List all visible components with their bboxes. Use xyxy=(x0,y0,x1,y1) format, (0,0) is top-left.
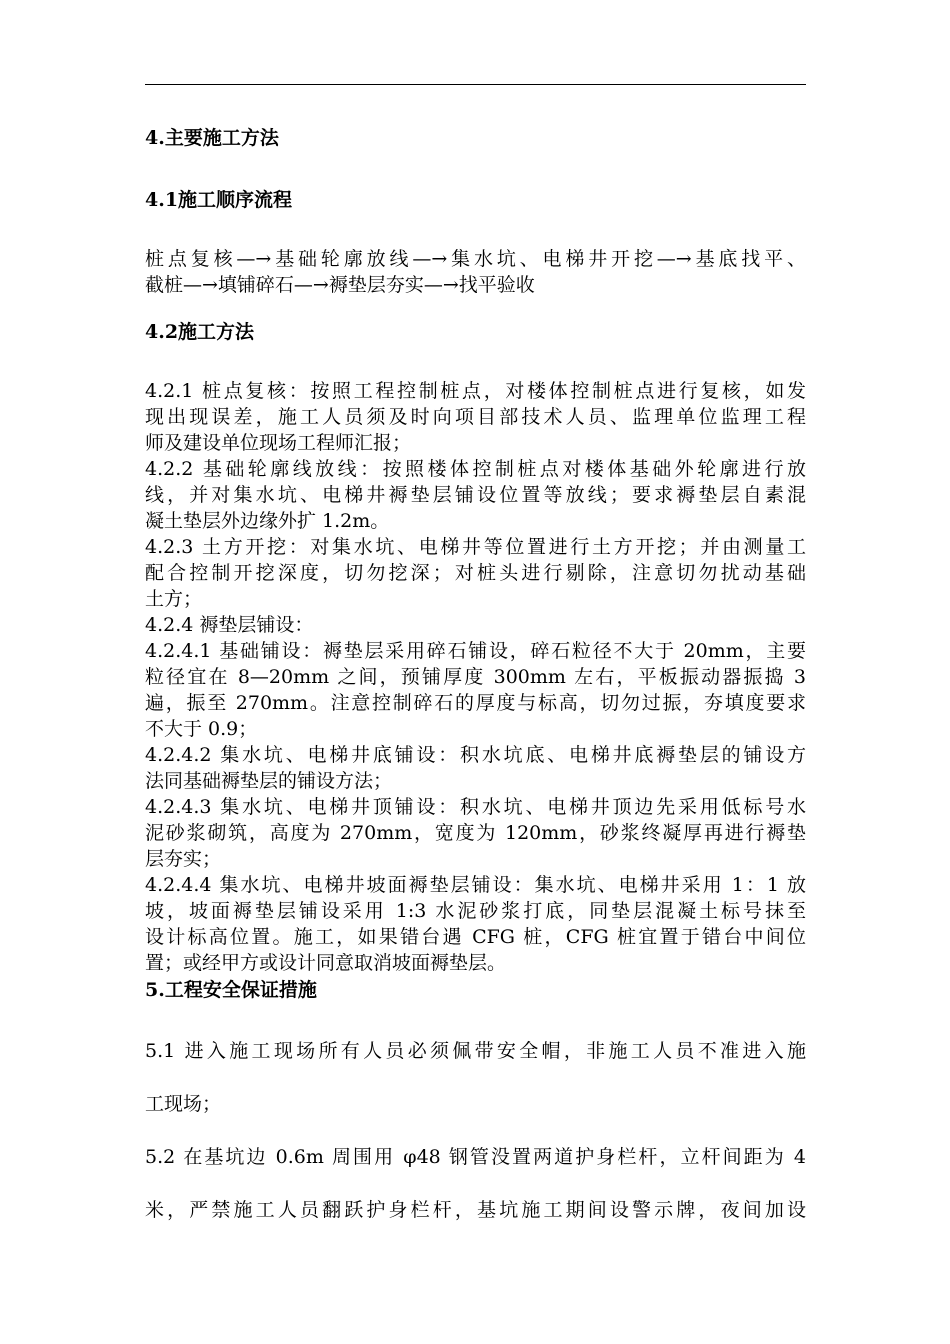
text-line: 师及建设单位现场工程师汇报； xyxy=(145,432,412,454)
text-line: 遍，振至 270mm。注意控制碎石的厚度与标高，切勿过振，夯填度要求 xyxy=(145,692,806,714)
text-line: 4.2.4.2 集水坑、电梯井底铺设：积水坑底、电梯井底褥垫层的铺设方 xyxy=(145,744,806,766)
text-line: 4.2.4.1 基础铺设：褥垫层采用碎石铺设，碎石粒径不大于 20mm，主要 xyxy=(145,640,806,662)
text-line: 5.1 进入施工现场所有人员必须佩带安全帽，非施工人员不准进入施 xyxy=(145,1040,806,1062)
text-line: 现出现误差，施工人员须及时向项目部技术人员、监理单位监理工程 xyxy=(145,406,806,428)
text-line: 配合控制开挖深度，切勿挖深；对桩头进行剔除，注意切勿扰动基础 xyxy=(145,562,806,584)
text-line: 坡，坡面褥垫层铺设采用 1:3 水泥砂浆打底，同垫层混凝土标号抹至 xyxy=(145,900,806,922)
text-line: 4.2.4.4 集水坑、电梯井坡面褥垫层铺设：集水坑、电梯井采用 1：1 放 xyxy=(145,874,806,896)
text-line: 4.2.3 土方开挖：对集水坑、电梯井等位置进行土方开挖；并由测量工 xyxy=(145,536,806,558)
flow-paragraph xyxy=(145,246,806,298)
section-heading-4-2: 4.2施工方法 xyxy=(145,321,255,343)
method-paragraphs xyxy=(145,378,806,976)
text-line: 桩点复核—→基础轮廓放线—→集水坑、电梯井开挖—→基底找平、 xyxy=(145,248,806,270)
text-line: 置；或经甲方或设计同意取消坡面褥垫层。 xyxy=(145,952,507,974)
text-line: 工现场； xyxy=(145,1093,222,1115)
text-line: 线，并对集水坑、电梯井褥垫层铺设位置等放线；要求褥垫层自素混 xyxy=(145,484,806,506)
text-line: 4.2.4 褥垫层铺设： xyxy=(145,614,314,636)
section-heading-5: 5.工程安全保证措施 xyxy=(145,979,317,1001)
safety-paragraphs xyxy=(145,1025,806,1237)
text-line: 法同基础褥垫层的铺设方法； xyxy=(145,770,393,792)
text-line: 截桩—→填铺碎石—→褥垫层夯实—→找平验收 xyxy=(145,274,535,296)
text-line: 不大于 0.9； xyxy=(145,718,258,740)
text-line: 4.2.4.3 集水坑、电梯井顶铺设：积水坑、电梯井顶边先采用低标号水 xyxy=(145,796,806,818)
section-heading-4-1: 4.1施工顺序流程 xyxy=(145,189,293,211)
text-line: 凝土垫层外边缘外扩 1.2m。 xyxy=(145,510,390,532)
text-line: 4.2.1 桩点复核：按照工程控制桩点，对楼体控制桩点进行复核，如发 xyxy=(145,380,806,402)
text-line: 层夯实； xyxy=(145,848,222,870)
text-line: 4.2.2 基础轮廓线放线：按照楼体控制桩点对楼体基础外轮廓进行放 xyxy=(145,458,806,480)
text-line: 设计标高位置。施工，如果错台遇 CFG 桩，CFG 桩宜置于错台中间位 xyxy=(145,926,806,948)
text-line: 米，严禁施工人员翻跃护身栏杆，基坑施工期间设警示牌，夜间加设 xyxy=(145,1199,806,1221)
text-line: 5.2 在基坑边 0.6m 周围用 φ48 钢管没置两道护身栏杆，立杆间距为 4 xyxy=(145,1146,806,1168)
text-line: 粒径宜在 8—20mm 之间，预铺厚度 300mm 左右，平板振动器振捣 3 xyxy=(145,666,806,688)
text-line: 泥砂浆砌筑，高度为 270mm，宽度为 120mm，砂浆终凝厚再进行褥垫 xyxy=(145,822,806,844)
text-line: 土方； xyxy=(145,588,203,610)
header-rule xyxy=(145,84,806,85)
section-heading-4: 4.主要施工方法 xyxy=(145,127,279,149)
